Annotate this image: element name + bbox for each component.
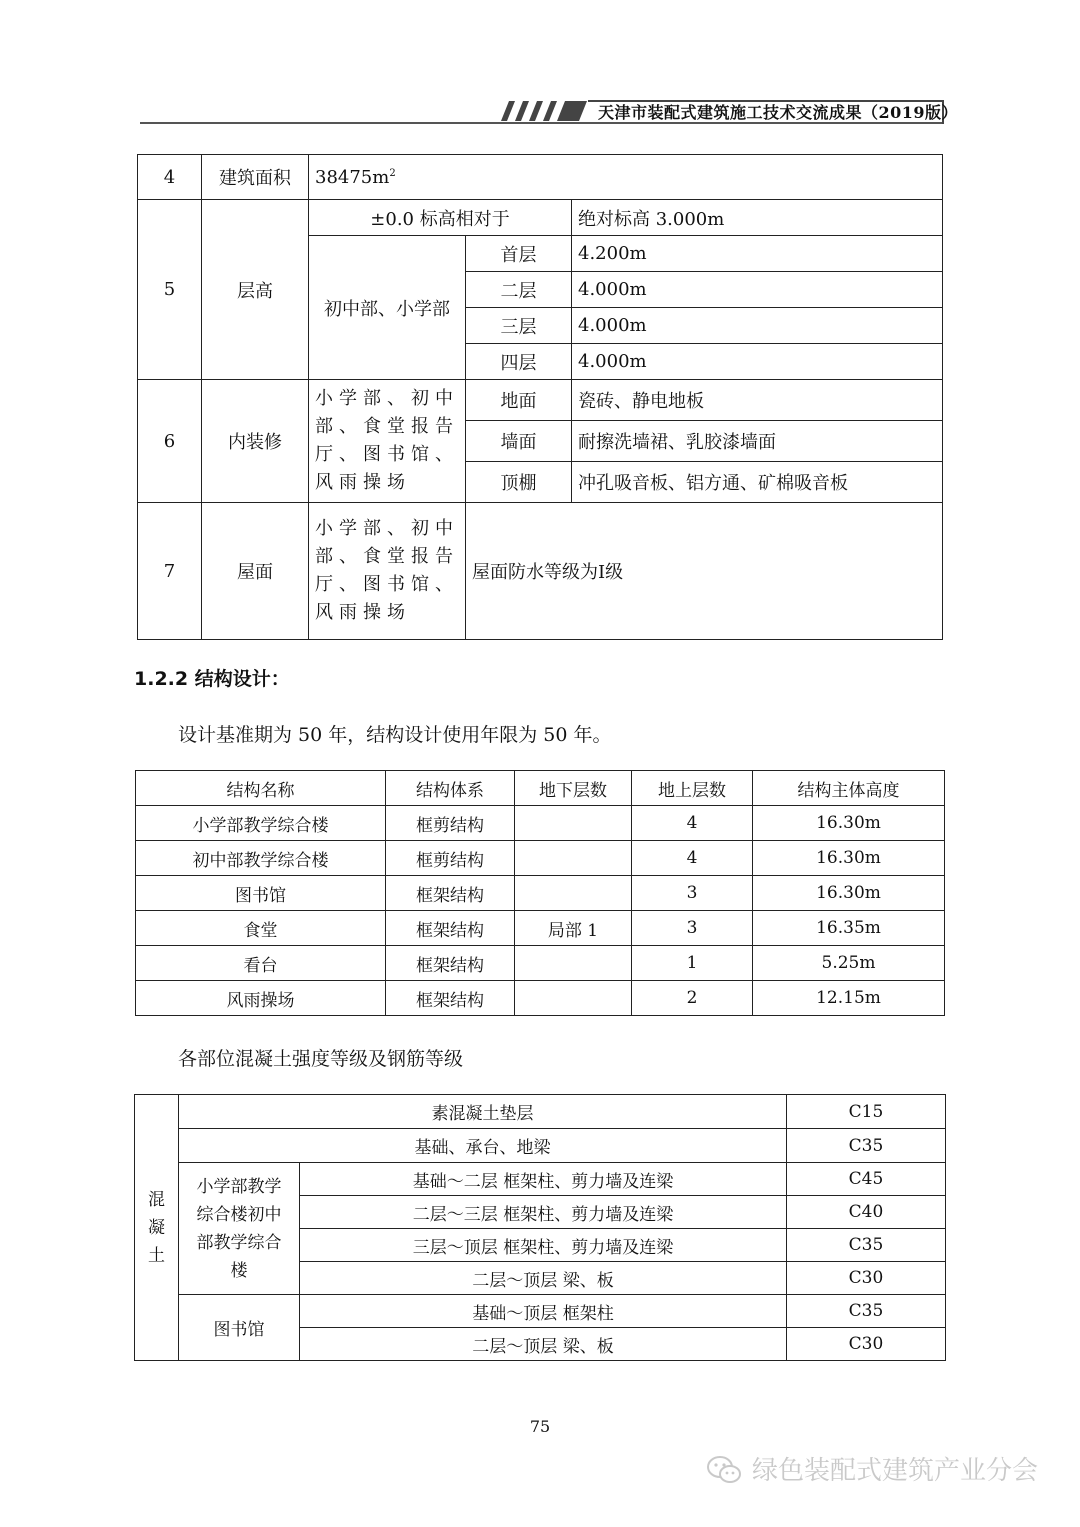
building-info-table — [137, 154, 943, 640]
basement-floors — [515, 946, 632, 981]
floor-group-label: 初中部、小学部 — [309, 236, 466, 380]
above-floors: 2 — [632, 981, 753, 1016]
watermark-text: 绿色装配式建筑产业分会 — [752, 1456, 1039, 1486]
concrete-grade-table — [134, 1094, 946, 1361]
structure-name: 看台 — [136, 946, 386, 981]
above-floors: 4 — [632, 806, 753, 841]
table-header-row — [136, 771, 945, 806]
part-name: 二层～三层 框架柱、剪力墙及连梁 — [300, 1196, 787, 1229]
section-title: 1.2.2 结构设计： — [134, 668, 290, 690]
structure-name: 初中部教学综合楼 — [136, 841, 386, 876]
row-number: 6 — [138, 380, 202, 503]
column-header: 地上层数 — [632, 771, 753, 806]
table-row — [135, 1295, 946, 1328]
floor-name: 四层 — [466, 344, 572, 380]
part-name: 基础、承台、地梁 — [179, 1129, 787, 1163]
column-header: 结构名称 — [136, 771, 386, 806]
concrete-grade: C35 — [787, 1229, 946, 1262]
section-paragraph: 设计基准期为 50 年，结构设计使用年限为 50 年。 — [178, 724, 612, 746]
header-rule — [140, 122, 942, 124]
wechat-icon — [706, 1455, 742, 1485]
finish-item-value: 冲孔吸音板、铝方通、矿棉吸音板 — [572, 462, 943, 503]
basement-floors — [515, 841, 632, 876]
concrete-grade: C45 — [787, 1163, 946, 1196]
table-row — [135, 1129, 946, 1163]
above-floors: 3 — [632, 911, 753, 946]
table-row — [136, 946, 945, 981]
concrete-grade: C30 — [787, 1262, 946, 1295]
structure-system: 框架结构 — [386, 981, 515, 1016]
floor-height: 4.000m — [572, 344, 943, 380]
area-unit-superscript: 2 — [389, 167, 396, 179]
part-name: 基础～顶层 框架柱 — [300, 1295, 787, 1328]
row-number: 5 — [138, 200, 202, 380]
concrete-grade: C35 — [787, 1295, 946, 1328]
row-label: 屋面 — [202, 503, 309, 640]
interior-scope: 小学部、初中部、食堂报告厅、图书馆、风雨操场 — [309, 380, 466, 503]
structure-height: 16.30m — [753, 841, 945, 876]
floor-name: 二层 — [466, 272, 572, 308]
finish-item-value: 耐擦洗墙裙、乳胶漆墙面 — [572, 421, 943, 462]
part-name: 二层～顶层 梁、板 — [300, 1328, 787, 1361]
column-header: 结构主体高度 — [753, 771, 945, 806]
basement-floors — [515, 981, 632, 1016]
above-floors: 1 — [632, 946, 753, 981]
finish-item-name: 顶棚 — [466, 462, 572, 503]
table-row — [136, 806, 945, 841]
above-floors: 3 — [632, 876, 753, 911]
group-name: 图书馆 — [179, 1295, 300, 1361]
floor-height: 4.000m — [572, 308, 943, 344]
row-label: 层高 — [202, 200, 309, 380]
row-number: 7 — [138, 503, 202, 640]
floor-name: 三层 — [466, 308, 572, 344]
row-label: 内装修 — [202, 380, 309, 503]
table-row — [135, 1163, 946, 1196]
table-row — [136, 981, 945, 1016]
elevation-ref-label: ±0.0 标高相对于 — [309, 200, 572, 236]
part-name: 基础～二层 框架柱、剪力墙及连梁 — [300, 1163, 787, 1196]
table-row — [135, 1095, 946, 1129]
row-number: 4 — [138, 155, 202, 200]
column-header: 结构体系 — [386, 771, 515, 806]
concrete-grade: C35 — [787, 1129, 946, 1163]
above-floors: 4 — [632, 841, 753, 876]
concrete-table-caption: 各部位混凝土强度等级及钢筋等级 — [178, 1048, 464, 1070]
table-row — [138, 380, 943, 421]
structure-height: 16.30m — [753, 876, 945, 911]
table-row — [136, 841, 945, 876]
structure-name: 食堂 — [136, 911, 386, 946]
part-name: 三层～顶层 框架柱、剪力墙及连梁 — [300, 1229, 787, 1262]
structure-system: 框架结构 — [386, 946, 515, 981]
table-row — [136, 876, 945, 911]
structure-height: 5.25m — [753, 946, 945, 981]
structure-system: 框剪结构 — [386, 841, 515, 876]
header-title: 天津市装配式建筑施工技术交流成果（2019版） — [588, 100, 944, 124]
part-name: 素混凝土垫层 — [179, 1095, 787, 1129]
table-row — [136, 911, 945, 946]
basement-floors: 局部 1 — [515, 911, 632, 946]
structure-system: 框剪结构 — [386, 806, 515, 841]
row-label: 建筑面积 — [202, 155, 309, 200]
concrete-grade: C40 — [787, 1196, 946, 1229]
structure-name: 图书馆 — [136, 876, 386, 911]
concrete-grade: C30 — [787, 1328, 946, 1361]
group-name: 小学部教学综合楼初中部教学综合楼 — [179, 1163, 300, 1295]
category-label: 混凝土 — [135, 1095, 179, 1361]
part-name: 二层～顶层 梁、板 — [300, 1262, 787, 1295]
structure-height: 16.35m — [753, 911, 945, 946]
concrete-grade: C15 — [787, 1095, 946, 1129]
structure-height: 16.30m — [753, 806, 945, 841]
finish-item-name: 墙面 — [466, 421, 572, 462]
table-row — [138, 503, 943, 640]
structure-height: 12.15m — [753, 981, 945, 1016]
structure-name: 风雨操场 — [136, 981, 386, 1016]
roof-value: 屋面防水等级为Ⅰ级 — [466, 503, 943, 640]
finish-item-value: 瓷砖、静电地板 — [572, 380, 943, 421]
table-row — [138, 155, 943, 200]
roof-scope: 小学部、初中部、食堂报告厅、图书馆、风雨操场 — [309, 503, 466, 640]
floor-height: 4.200m — [572, 236, 943, 272]
structure-system: 框架结构 — [386, 876, 515, 911]
table-row — [138, 200, 943, 236]
basement-floors — [515, 806, 632, 841]
basement-floors — [515, 876, 632, 911]
elevation-ref-value: 绝对标高 3.000m — [572, 200, 943, 236]
finish-item-name: 地面 — [466, 380, 572, 421]
header-stripes-decoration — [495, 101, 587, 121]
building-area-value: 38475m — [315, 166, 390, 188]
column-header: 地下层数 — [515, 771, 632, 806]
structure-system: 框架结构 — [386, 911, 515, 946]
structure-name: 小学部教学综合楼 — [136, 806, 386, 841]
building-area-cell — [309, 155, 943, 200]
floor-name: 首层 — [466, 236, 572, 272]
floor-height: 4.000m — [572, 272, 943, 308]
structure-table — [135, 770, 945, 1016]
page-number: 75 — [529, 1417, 551, 1436]
